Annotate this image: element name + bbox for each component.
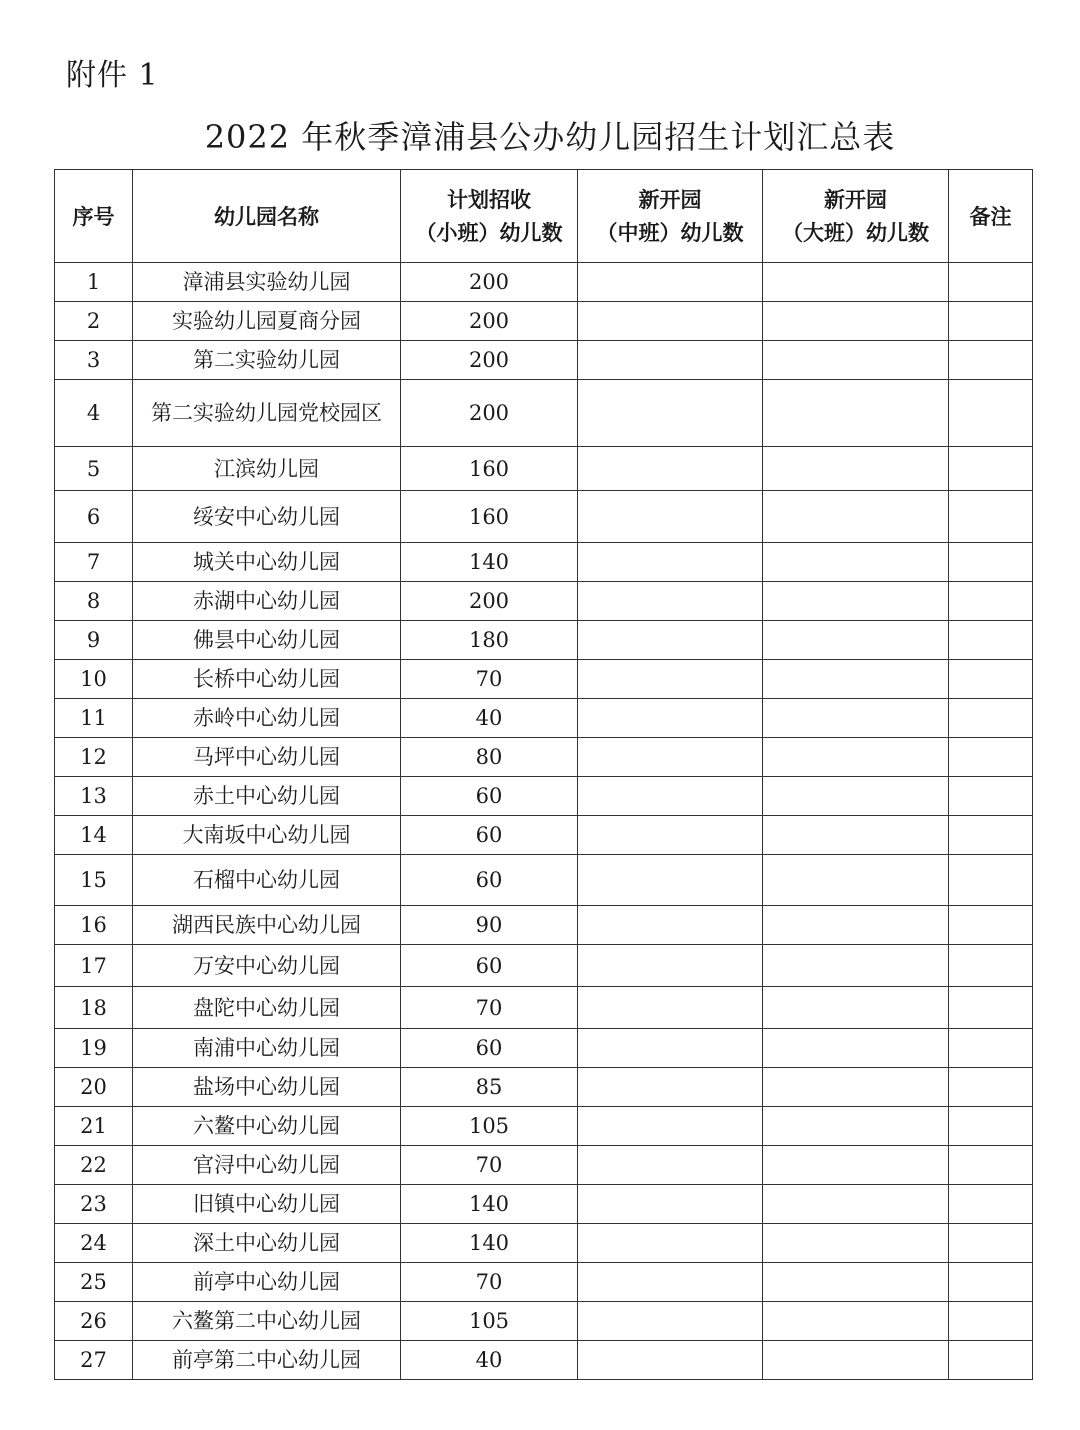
table-row xyxy=(55,543,1033,582)
header-plan-line2: （小班）幼儿数 xyxy=(415,220,563,245)
cell-new-mid xyxy=(578,1107,763,1146)
table-row xyxy=(55,1302,1033,1341)
cell-plan: 140 xyxy=(401,1224,578,1263)
cell-name: 前亭中心幼儿园 xyxy=(133,1263,401,1302)
cell-new-big xyxy=(763,906,949,945)
cell-new-big xyxy=(763,945,949,987)
header-new-big-line2: （大班）幼儿数 xyxy=(782,220,929,245)
table-row xyxy=(55,945,1033,987)
cell-new-big xyxy=(763,777,949,816)
cell-seq: 12 xyxy=(55,738,133,777)
table-row xyxy=(55,1224,1033,1263)
cell-plan: 40 xyxy=(401,699,578,738)
cell-seq: 9 xyxy=(55,621,133,660)
cell-remark xyxy=(949,777,1033,816)
cell-name: 第二实验幼儿园 xyxy=(133,341,401,380)
cell-seq: 19 xyxy=(55,1029,133,1068)
cell-remark xyxy=(949,855,1033,906)
table-row xyxy=(55,906,1033,945)
cell-new-big xyxy=(763,1029,949,1068)
table-row xyxy=(55,987,1033,1029)
cell-remark xyxy=(949,816,1033,855)
cell-new-big xyxy=(763,447,949,491)
cell-seq: 14 xyxy=(55,816,133,855)
cell-new-big xyxy=(763,341,949,380)
cell-seq: 17 xyxy=(55,945,133,987)
cell-new-mid xyxy=(578,1068,763,1107)
cell-plan: 140 xyxy=(401,1185,578,1224)
cell-plan: 60 xyxy=(401,1029,578,1068)
cell-plan: 85 xyxy=(401,1068,578,1107)
cell-plan: 60 xyxy=(401,816,578,855)
table-row xyxy=(55,1068,1033,1107)
cell-seq: 13 xyxy=(55,777,133,816)
cell-remark xyxy=(949,491,1033,543)
table-row xyxy=(55,855,1033,906)
cell-seq: 23 xyxy=(55,1185,133,1224)
table-row xyxy=(55,1263,1033,1302)
cell-new-mid xyxy=(578,855,763,906)
cell-name: 官浔中心幼儿园 xyxy=(133,1146,401,1185)
cell-new-mid xyxy=(578,1029,763,1068)
cell-new-big xyxy=(763,738,949,777)
enrollment-plan-table xyxy=(54,169,1033,1380)
cell-plan: 80 xyxy=(401,738,578,777)
cell-remark xyxy=(949,1224,1033,1263)
cell-new-big xyxy=(763,699,949,738)
cell-new-big xyxy=(763,1302,949,1341)
cell-remark xyxy=(949,1341,1033,1380)
table-row xyxy=(55,738,1033,777)
cell-new-big xyxy=(763,302,949,341)
header-seq: 序号 xyxy=(55,170,133,263)
header-new-mid xyxy=(578,170,763,263)
cell-remark xyxy=(949,263,1033,302)
cell-remark xyxy=(949,906,1033,945)
cell-plan: 200 xyxy=(401,582,578,621)
cell-new-mid xyxy=(578,302,763,341)
cell-seq: 10 xyxy=(55,660,133,699)
cell-seq: 6 xyxy=(55,491,133,543)
attachment-label: 附件 1 xyxy=(66,58,159,93)
cell-remark xyxy=(949,1185,1033,1224)
cell-name: 第二实验幼儿园党校园区 xyxy=(133,380,401,447)
cell-name: 六鳌中心幼儿园 xyxy=(133,1107,401,1146)
cell-name: 绥安中心幼儿园 xyxy=(133,491,401,543)
cell-new-big xyxy=(763,1185,949,1224)
table-header-row xyxy=(55,170,1033,263)
cell-seq: 11 xyxy=(55,699,133,738)
cell-seq: 20 xyxy=(55,1068,133,1107)
cell-new-big xyxy=(763,1224,949,1263)
cell-remark xyxy=(949,1107,1033,1146)
cell-remark xyxy=(949,1146,1033,1185)
cell-name: 漳浦县实验幼儿园 xyxy=(133,263,401,302)
cell-remark xyxy=(949,543,1033,582)
header-plan-line1: 计划招收 xyxy=(447,187,531,212)
cell-seq: 22 xyxy=(55,1146,133,1185)
cell-remark xyxy=(949,987,1033,1029)
table-row xyxy=(55,1029,1033,1068)
cell-seq: 16 xyxy=(55,906,133,945)
cell-name: 旧镇中心幼儿园 xyxy=(133,1185,401,1224)
cell-name: 佛昙中心幼儿园 xyxy=(133,621,401,660)
document-title: 2022 年秋季漳浦县公办幼儿园招生计划汇总表 xyxy=(204,118,896,156)
cell-plan: 70 xyxy=(401,1146,578,1185)
cell-new-mid xyxy=(578,699,763,738)
cell-new-mid xyxy=(578,816,763,855)
cell-plan: 70 xyxy=(401,987,578,1029)
cell-name: 实验幼儿园夏商分园 xyxy=(133,302,401,341)
cell-seq: 21 xyxy=(55,1107,133,1146)
header-plan xyxy=(401,170,578,263)
cell-new-mid xyxy=(578,491,763,543)
table-row xyxy=(55,1107,1033,1146)
cell-new-big xyxy=(763,582,949,621)
cell-plan: 200 xyxy=(401,302,578,341)
cell-new-big xyxy=(763,1263,949,1302)
cell-new-mid xyxy=(578,263,763,302)
cell-plan: 160 xyxy=(401,447,578,491)
cell-seq: 25 xyxy=(55,1263,133,1302)
table-row xyxy=(55,582,1033,621)
table-row xyxy=(55,816,1033,855)
cell-remark xyxy=(949,1302,1033,1341)
table-row xyxy=(55,491,1033,543)
table-row xyxy=(55,263,1033,302)
cell-name: 马坪中心幼儿园 xyxy=(133,738,401,777)
cell-plan: 140 xyxy=(401,543,578,582)
cell-name: 江滨幼儿园 xyxy=(133,447,401,491)
cell-new-mid xyxy=(578,582,763,621)
cell-seq: 7 xyxy=(55,543,133,582)
cell-seq: 15 xyxy=(55,855,133,906)
table-row xyxy=(55,699,1033,738)
cell-plan: 160 xyxy=(401,491,578,543)
cell-new-mid xyxy=(578,1302,763,1341)
cell-name: 赤土中心幼儿园 xyxy=(133,777,401,816)
cell-remark xyxy=(949,380,1033,447)
cell-new-mid xyxy=(578,1146,763,1185)
cell-seq: 24 xyxy=(55,1224,133,1263)
header-new-mid-line1: 新开园 xyxy=(638,187,702,212)
cell-remark xyxy=(949,660,1033,699)
cell-new-mid xyxy=(578,945,763,987)
cell-seq: 27 xyxy=(55,1341,133,1380)
cell-new-mid xyxy=(578,1224,763,1263)
cell-seq: 18 xyxy=(55,987,133,1029)
cell-new-big xyxy=(763,660,949,699)
cell-name: 湖西民族中心幼儿园 xyxy=(133,906,401,945)
table-row xyxy=(55,302,1033,341)
cell-new-big xyxy=(763,855,949,906)
cell-name: 深土中心幼儿园 xyxy=(133,1224,401,1263)
cell-remark xyxy=(949,621,1033,660)
header-new-big xyxy=(763,170,949,263)
cell-seq: 3 xyxy=(55,341,133,380)
header-name: 幼儿园名称 xyxy=(133,170,401,263)
cell-remark xyxy=(949,582,1033,621)
cell-remark xyxy=(949,1068,1033,1107)
cell-new-big xyxy=(763,1341,949,1380)
cell-name: 大南坂中心幼儿园 xyxy=(133,816,401,855)
table-row xyxy=(55,1185,1033,1224)
header-new-big-line1: 新开园 xyxy=(824,187,887,212)
cell-seq: 4 xyxy=(55,380,133,447)
cell-new-big xyxy=(763,1068,949,1107)
cell-new-big xyxy=(763,263,949,302)
table-row xyxy=(55,777,1033,816)
cell-name: 盘陀中心幼儿园 xyxy=(133,987,401,1029)
table-body xyxy=(55,263,1033,1380)
cell-plan: 200 xyxy=(401,263,578,302)
cell-new-mid xyxy=(578,543,763,582)
cell-name: 盐场中心幼儿园 xyxy=(133,1068,401,1107)
cell-name: 六鳌第二中心幼儿园 xyxy=(133,1302,401,1341)
cell-plan: 70 xyxy=(401,660,578,699)
cell-new-big xyxy=(763,621,949,660)
cell-remark xyxy=(949,1029,1033,1068)
cell-name: 石榴中心幼儿园 xyxy=(133,855,401,906)
table-row xyxy=(55,1146,1033,1185)
cell-seq: 26 xyxy=(55,1302,133,1341)
cell-seq: 5 xyxy=(55,447,133,491)
cell-remark xyxy=(949,945,1033,987)
cell-new-mid xyxy=(578,906,763,945)
cell-remark xyxy=(949,341,1033,380)
cell-name: 赤湖中心幼儿园 xyxy=(133,582,401,621)
cell-new-mid xyxy=(578,777,763,816)
table-row xyxy=(55,380,1033,447)
cell-new-mid xyxy=(578,1185,763,1224)
cell-name: 长桥中心幼儿园 xyxy=(133,660,401,699)
cell-remark xyxy=(949,699,1033,738)
cell-new-mid xyxy=(578,738,763,777)
table-row xyxy=(55,660,1033,699)
cell-new-big xyxy=(763,543,949,582)
cell-plan: 180 xyxy=(401,621,578,660)
cell-new-mid xyxy=(578,660,763,699)
cell-plan: 60 xyxy=(401,945,578,987)
cell-new-big xyxy=(763,380,949,447)
cell-name: 万安中心幼儿园 xyxy=(133,945,401,987)
cell-plan: 40 xyxy=(401,1341,578,1380)
cell-plan: 70 xyxy=(401,1263,578,1302)
table-row xyxy=(55,341,1033,380)
cell-name: 前亭第二中心幼儿园 xyxy=(133,1341,401,1380)
cell-plan: 200 xyxy=(401,341,578,380)
cell-remark xyxy=(949,447,1033,491)
table-row xyxy=(55,1341,1033,1380)
header-new-mid-line2: （中班）幼儿数 xyxy=(596,220,744,245)
cell-new-big xyxy=(763,491,949,543)
cell-plan: 105 xyxy=(401,1302,578,1341)
cell-new-big xyxy=(763,1146,949,1185)
cell-name: 城关中心幼儿园 xyxy=(133,543,401,582)
cell-new-mid xyxy=(578,447,763,491)
cell-new-mid xyxy=(578,621,763,660)
cell-remark xyxy=(949,1263,1033,1302)
cell-plan: 105 xyxy=(401,1107,578,1146)
table-row xyxy=(55,621,1033,660)
cell-remark xyxy=(949,302,1033,341)
cell-new-mid xyxy=(578,380,763,447)
cell-new-big xyxy=(763,1107,949,1146)
cell-plan: 60 xyxy=(401,777,578,816)
cell-seq: 8 xyxy=(55,582,133,621)
cell-seq: 1 xyxy=(55,263,133,302)
cell-remark xyxy=(949,738,1033,777)
cell-new-mid xyxy=(578,341,763,380)
cell-plan: 200 xyxy=(401,380,578,447)
table-row xyxy=(55,447,1033,491)
cell-new-mid xyxy=(578,1263,763,1302)
cell-name: 南浦中心幼儿园 xyxy=(133,1029,401,1068)
cell-new-mid xyxy=(578,1341,763,1380)
cell-new-mid xyxy=(578,987,763,1029)
cell-name: 赤岭中心幼儿园 xyxy=(133,699,401,738)
header-remark: 备注 xyxy=(949,170,1033,263)
cell-plan: 90 xyxy=(401,906,578,945)
cell-seq: 2 xyxy=(55,302,133,341)
cell-new-big xyxy=(763,816,949,855)
cell-new-big xyxy=(763,987,949,1029)
cell-plan: 60 xyxy=(401,855,578,906)
